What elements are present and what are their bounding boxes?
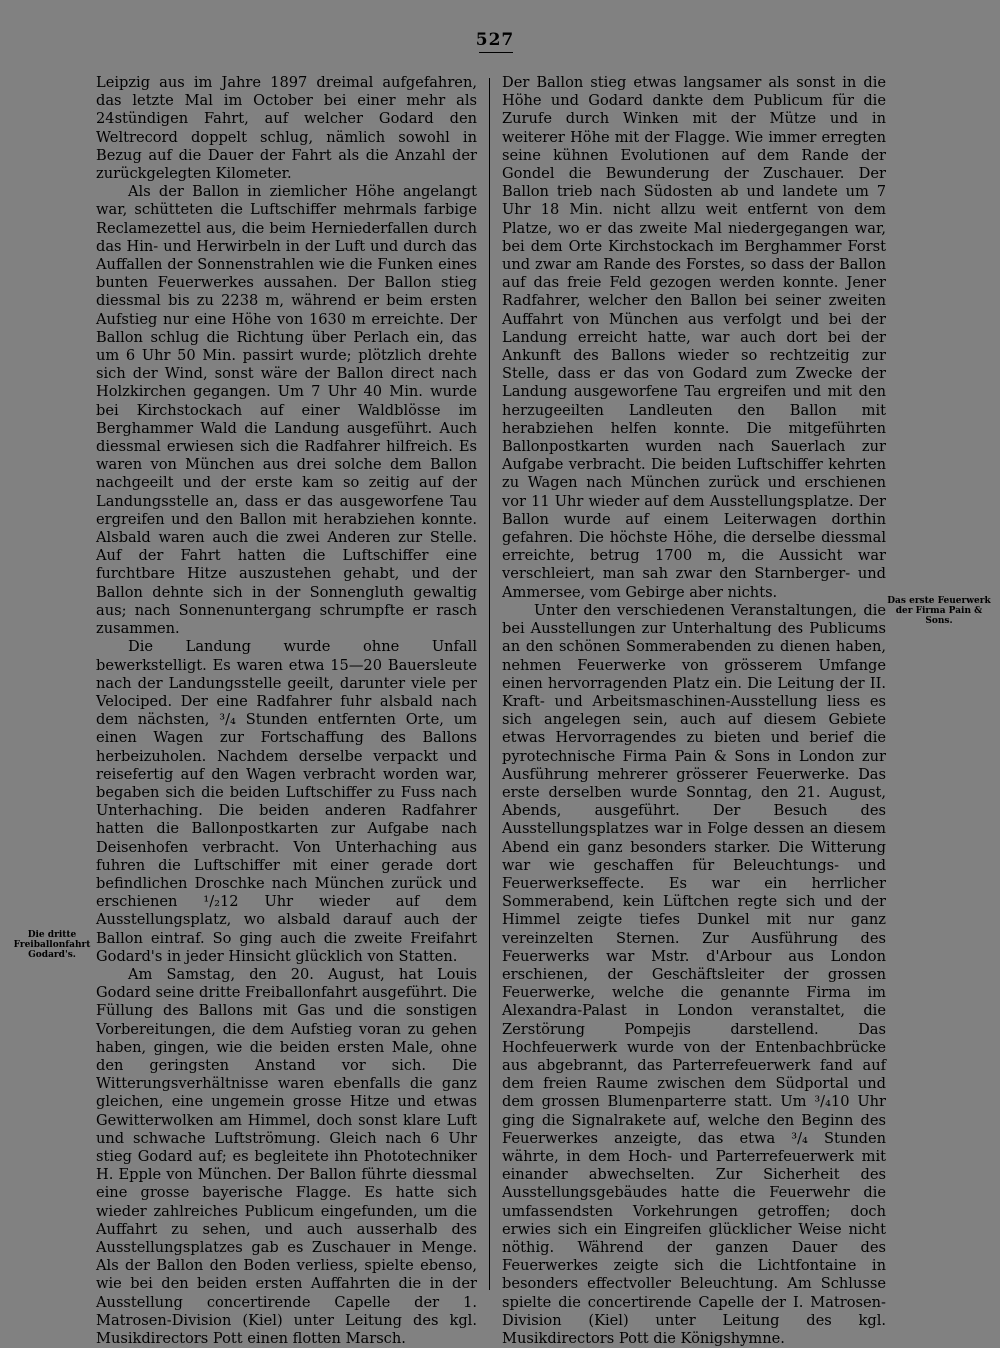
- right-column: [502, 74, 886, 1348]
- marginal-note-right: Das erste Feuerwerk der Firma Pain & Sons.: [887, 596, 991, 626]
- right-paragraph-2: Unter den verschiedenen Veranstaltungen, die bei Ausstellungen zur Unterhaltung des Publicums an den schönen Sommerabenden zu dienen haben, nehmen Feuerwerke von grösserem Umfange einen hervorragenden Platz ein. Die Leitung der II. Kraft- und Arbeitsmaschinen-Ausstellung liess es sich angelegen sein, auch auf diesem Gebiete etwas Hervorragendes zu bieten und berief die pyrotechnische Firma Pain & Sons in London zur Ausführung mehrerer grösserer Feuerwerke. Das erste derselben wurde Sonntag, den 21. August, Abends, ausgeführt. Der Besuch des Ausstellungsplatzes war in Folge dessen an diesem Abend ein ganz besonders starker. Die Witterung war wie geschaffen für Beleuchtungs- und Feuerwerkseffecte. Es war ein herrlicher Sommerabend, kein Lüftchen regte sich und der Himmel zeigte tiefes Dunkel mit nur ganz vereinzelten Sternen. Zur Ausführung des Feuerwerks war Mstr. d'Arbour aus London erschienen, der Geschäftsleiter der grossen Feuerwerke, welche die genannte Firma im Alexandra-Palast in London veranstaltet, die Zerstörung Pompejis darstellend. Das Hochfeuerwerk wurde von der Entenbachbrücke aus abgebrannt, das Parterrefeuerwerk fand auf dem freien Raume zwischen dem Südportal und dem grossen Blumenparterre statt. Um ³/₄10 Uhr ging die Signalrakete auf, welche den Beginn des Feuerwerkes anzeigte, das etwa ³/₄ Stunden währte, in dem Hoch- und Parterrefeuerwerk mit einander abwechselten. Zur Sicherheit des Ausstellungsgebäudes hatte die Feuerwehr die umfassendsten Vorkehrungen getroffen; doch erwies sich ein Eingreifen glücklicher Weise nicht nöthig. Während der ganzen Dauer des Feuerwerkes zeigte sich die Lichtfontaine in besonders effectvoller Beleuchtung. Am Schlusse spielte die concertirende Capelle der I. Matrosen-Division (Kiel) unter Leitung des kgl. Musikdirectors Pott die Königshymne.: [502, 601, 886, 1348]
- left-paragraph-1: Leipzig aus im Jahre 1897 dreimal aufgefahren, das letzte Mal im October bei einer mehr als 24stündigen Fahrt, auf welcher Godard den Weltrecord doppelt schlug, nämlich sowohl in Bezug auf die Dauer der Fahrt als die Anzahl der zurückgelegten Kilometer.: [96, 74, 477, 183]
- page-number: 527: [475, 30, 515, 50]
- page-number-rule: [479, 52, 513, 53]
- left-column: [96, 74, 477, 1348]
- marginal-note-left: Die dritte Freiballonfahrt Godard's.: [13, 930, 91, 960]
- right-paragraph-1: Der Ballon stieg etwas langsamer als sonst in die Höhe und Godard dankte dem Publicum für die Zurufe durch Winken mit der Mütze und in weiterer Höhe mit der Flagge. Wie immer erregten seine kühnen Evolutionen auf dem Rande der Gondel die Bewunderung der Zuschauer. Der Ballon trieb nach Südosten ab und landete um 7 Uhr 18 Min. nicht allzu weit entfernt von dem Platze, wo er das zweite Mal niedergegangen war, bei dem Orte Kirchstockach im Berghammer Forst und zwar am Rande des Forstes, so dass der Ballon auf das freie Feld gezogen werden konnte. Jener Radfahrer, welcher den Ballon bei seiner zweiten Auffahrt von München aus verfolgt und bei der Landung erreicht hatte, war auch dort bei der Ankunft des Ballons wieder so rechtzeitig zur Stelle, dass er das von Godard zum Zwecke der Landung ausgeworfene Tau ergreifen und mit den herzugeeilten Landleuten den Ballon mit herabziehen helfen konnte. Die mitgeführten Ballonpostkarten wurden nach Sauerlach zur Aufgabe verbracht. Die beiden Luftschiffer kehrten zu Wagen nach München zurück und erschienen vor 11 Uhr wieder auf dem Ausstellungsplatze. Der Ballon wurde auf einem Leiterwagen dorthin gefahren. Die höchste Höhe, die derselbe diessmal erreichte, betrug 1700 m, die Aussicht war verschleiert, man sah zwar den Starnberger- und Ammersee, vom Gebirge aber nichts.: [502, 74, 886, 601]
- left-paragraph-3: Die Landung wurde ohne Unfall bewerkstelligt. Es waren etwa 15—20 Bauersleute nach der Landungsstelle geeilt, darunter viele per Velociped. Der eine Radfahrer fuhr alsbald nach dem nächsten, ³/₄ Stunden entfernten Orte, um einen Wagen zur Fortschaffung des Ballons herbeizuholen. Nachdem derselbe verpackt und reisefertig auf den Wagen verbracht worden war, begaben sich die beiden Luftschiffer zu Fuss nach Unterhaching. Die beiden anderen Radfahrer hatten die Ballonpostkarten zur Aufgabe nach Deisenhofen verbracht. Von Unterhaching aus fuhren die Luftschiffer mit einer gerade dort befindlichen Droschke nach München zurück und erschienen ¹/₂12 Uhr wieder auf dem Ausstellungsplatz, wo alsbald darauf auch der Ballon eintraf. So ging auch die zweite Freifahrt Godard's in jeder Hinsicht glücklich von Statten.: [96, 638, 477, 965]
- column-divider: [489, 78, 490, 1290]
- left-paragraph-4: Am Samstag, den 20. August, hat Louis Godard seine dritte Freiballonfahrt ausgeführt. Die Füllung des Ballons mit Gas und die sonstigen Vorbereitungen, die dem Aufstieg voran zu gehen haben, gingen, wie die beiden ersten Male, ohne den geringsten Anstand vor sich. Die Witterungsverhältnisse waren ebenfalls die ganz gleichen, eine ungemein grosse Hitze und etwas Gewitterwolken am Himmel, doch sonst klare Luft und schwache Luftströmung. Gleich nach 6 Uhr stieg Godard auf; es begleitete ihn Phototechniker H. Epple von München. Der Ballon führte diessmal eine grosse bayerische Flagge. Es hatte sich wieder zahlreiches Publicum eingefunden, um die Auffahrt zu sehen, und auch ausserhalb des Ausstellungsplatzes gab es Zuschauer in Menge. Als der Ballon den Boden verliess, spielte ebenso, wie bei den beiden ersten Auffahrten die in der Ausstellung concertirende Capelle der 1. Matrosen-Division (Kiel) unter Leitung des kgl. Musikdirectors Pott einen flotten Marsch.: [96, 965, 477, 1348]
- left-paragraph-2: Als der Ballon in ziemlicher Höhe angelangt war, schütteten die Luftschiffer mehrmals farbige Reclamezettel aus, die beim Herniederfallen durch das Hin- und Herwirbeln in der Luft und durch das Auffallen der Sonnenstrahlen wie die Funken eines bunten Feuerwerkes aussahen. Der Ballon stieg diessmal bis zu 2238 m, während er beim ersten Aufstieg nur eine Höhe von 1630 m erreichte. Der Ballon schlug die Richtung über Perlach ein, das um 6 Uhr 50 Min. passirt wurde; plötzlich drehte sich der Wind, sonst wäre der Ballon direct nach Holzkirchen gegangen. Um 7 Uhr 40 Min. wurde bei Kirchstockach auf einer Waldblösse im Berghammer Wald die Landung ausgeführt. Auch diessmal erwiesen sich die Radfahrer hilfreich. Es waren von München aus drei solche dem Ballon nachgeeilt und der erste kam so zeitig auf der Landungsstelle an, dass er das ausgeworfene Tau ergreifen und den Ballon mit herabziehen konnte. Alsbald waren auch die zwei Anderen zur Stelle. Auf der Fahrt hatten die Luftschiffer eine furchtbare Hitze auszustehen gehabt, und der Ballon dehnte sich in der Sonnengluth gewaltig aus; nach Sonnenuntergang schrumpfte er rasch zusammen.: [96, 183, 477, 638]
